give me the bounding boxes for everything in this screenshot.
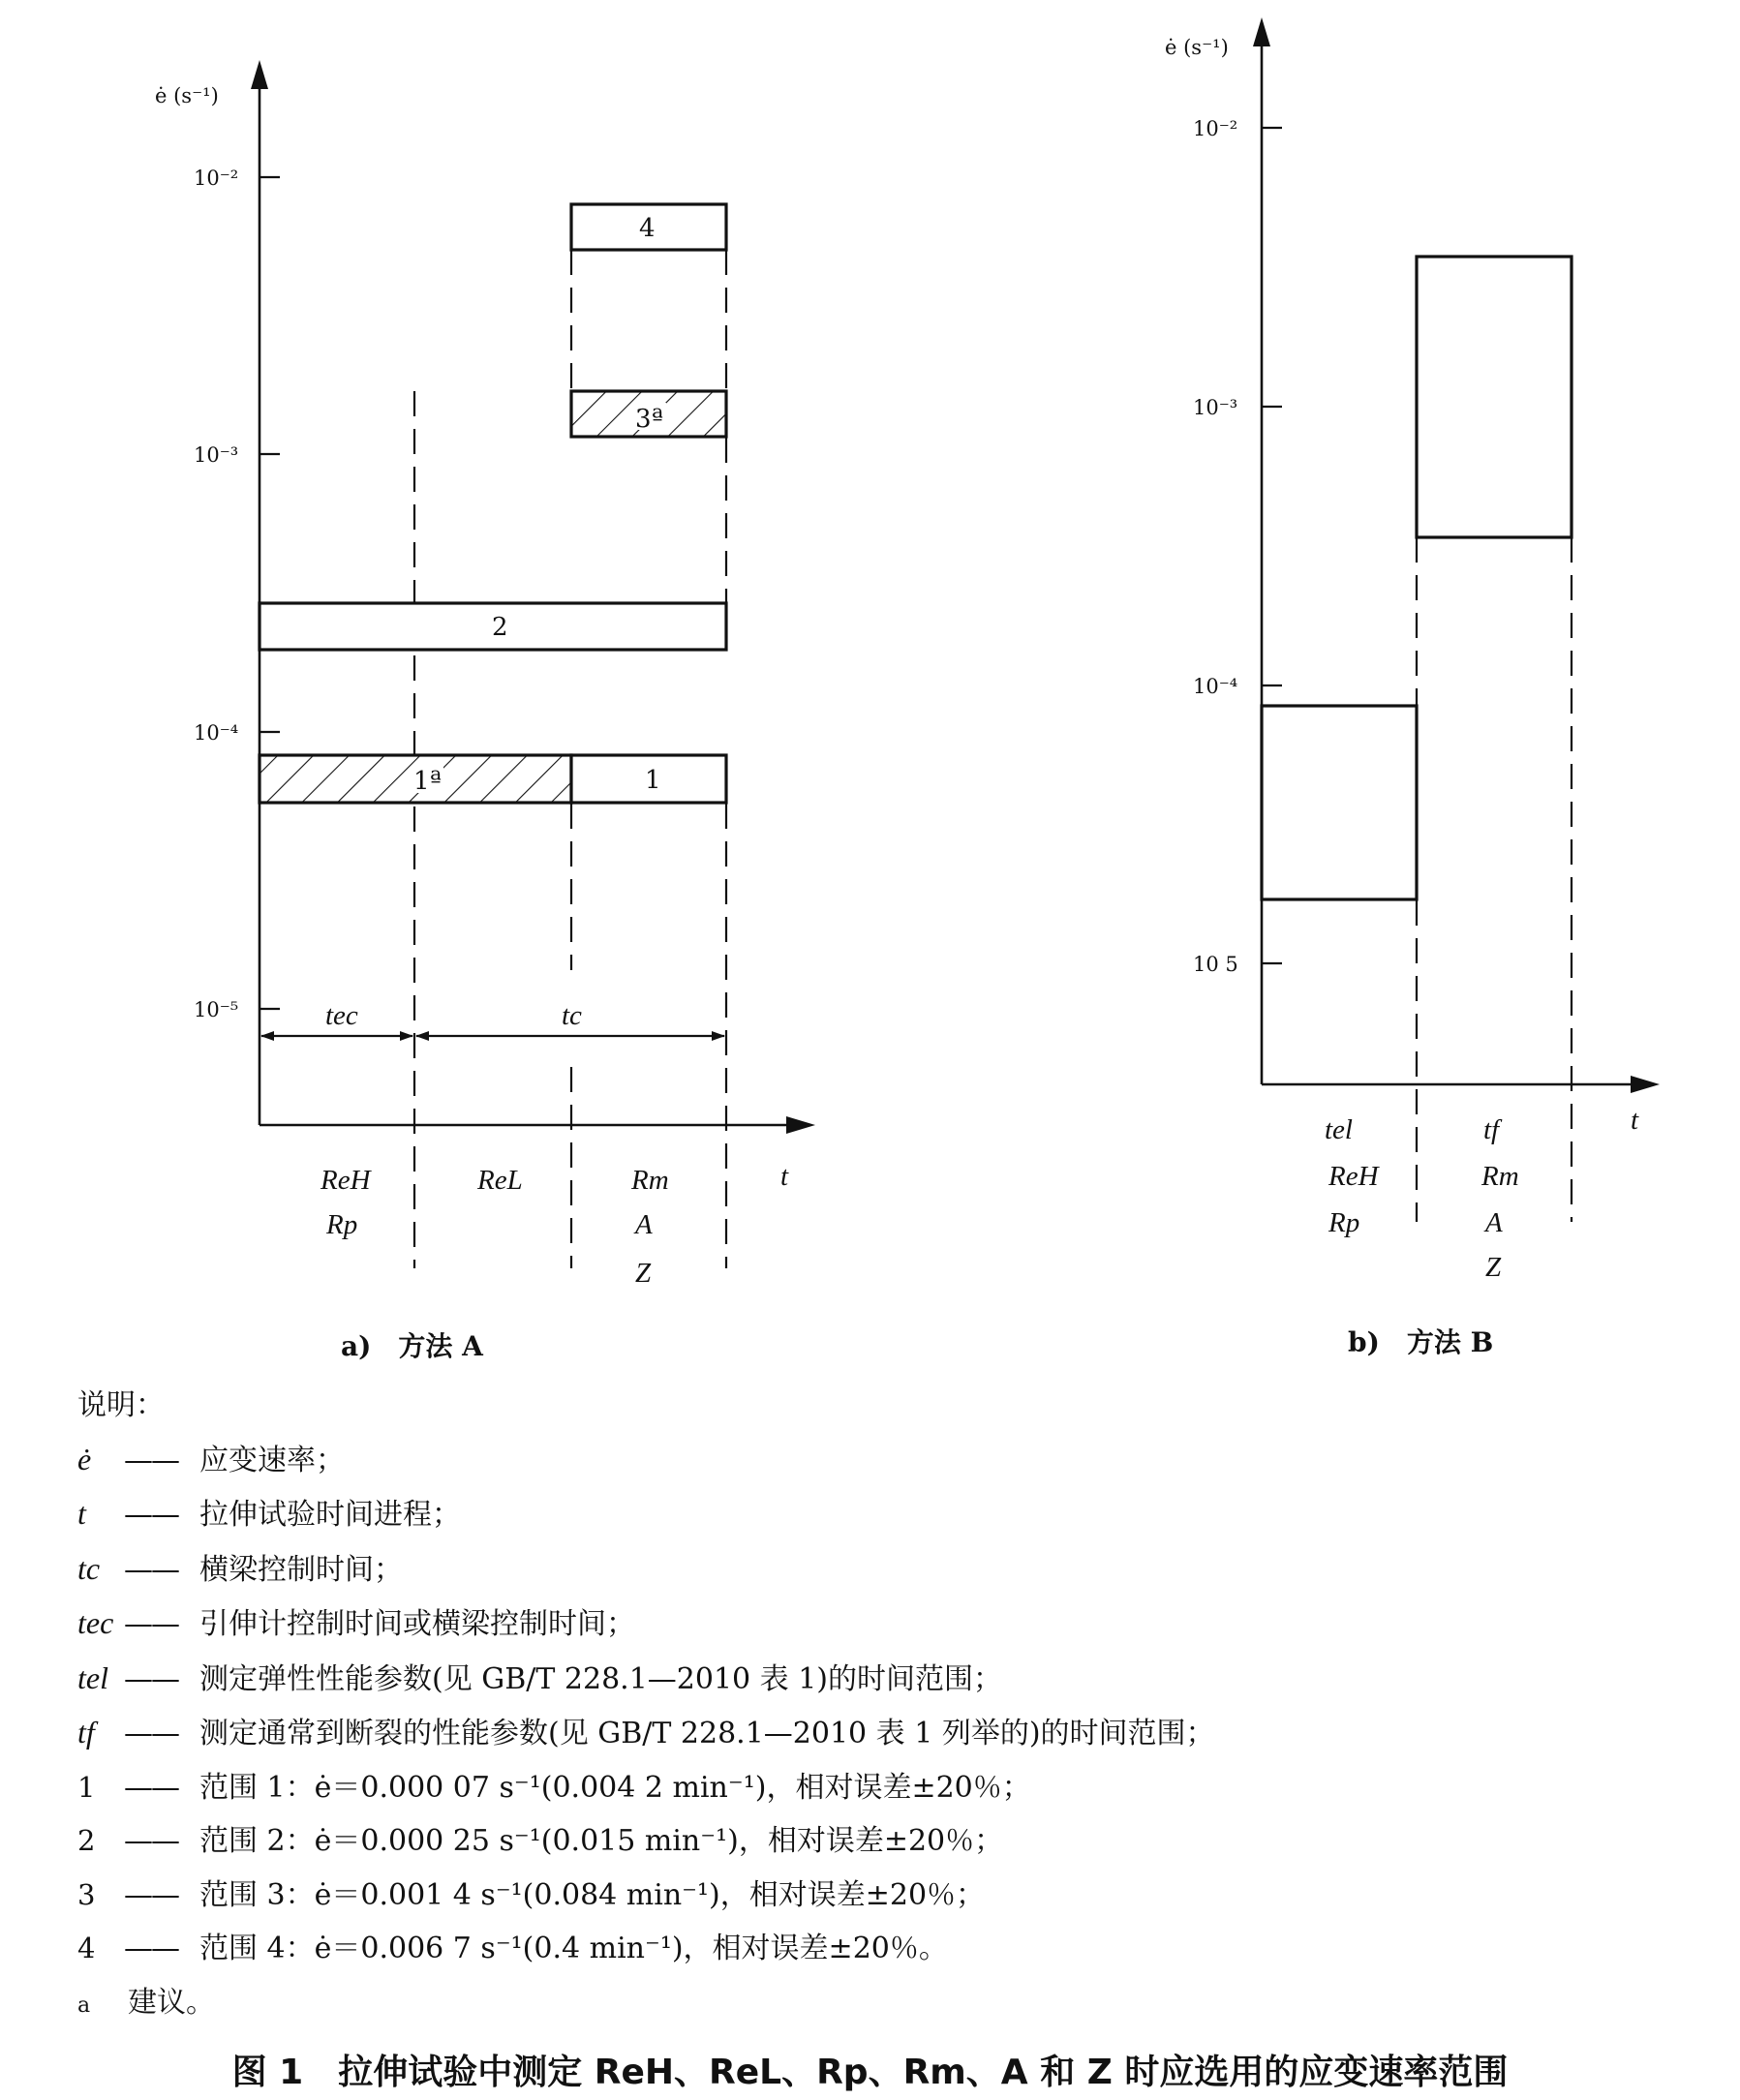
legend-text: 范围 1：ė＝0.000 07 s⁻¹(0.004 2 min⁻¹)，相对误差±20％；: [199, 1770, 1031, 1805]
legend-note-text: 建议。: [128, 1985, 215, 2020]
legend-symbol: tc: [77, 1550, 101, 1586]
legend-symbol: 1: [77, 1770, 96, 1804]
legend-item: [77, 1761, 1215, 1815]
method-b-fracture-range-box: [1417, 257, 1572, 537]
legend-item: [77, 1922, 1215, 1976]
method-a-x-axis-arrow: [786, 1116, 815, 1134]
method-a-range-1-label: 1: [645, 766, 661, 795]
method-a-col-label: ReL: [477, 1165, 523, 1196]
legend-text: 范围 3：ė＝0.001 4 s⁻¹(0.084 min⁻¹)，相对误差±20％；: [199, 1877, 986, 1912]
method-b-y-axis-label: ė (s⁻¹): [1165, 36, 1229, 59]
legend-symbol: ė: [77, 1441, 92, 1476]
method-b-col-label: Z: [1485, 1252, 1502, 1283]
method-a-tick-label: 10⁻⁴: [194, 721, 239, 745]
method-a-col-label: Z: [635, 1258, 652, 1289]
method-b-tick-label: 10⁻⁴: [1193, 675, 1238, 698]
method-a-range-1a-label: 1ª: [413, 767, 442, 796]
method-b-col-label: Rp: [1328, 1207, 1360, 1238]
legend-symbol: tel: [77, 1659, 108, 1695]
legend-text: 拉伸试验时间进程；: [199, 1498, 461, 1532]
legend-note-mark: a: [77, 1993, 91, 2018]
method-a-range-2-label: 2: [492, 613, 508, 642]
legend-text: 应变速率；: [199, 1443, 345, 1477]
legend-item: [77, 1542, 1215, 1598]
method-a-col-label: Rp: [326, 1209, 358, 1240]
legend-item: [77, 1869, 1215, 1923]
method-b-col-label: Rm: [1481, 1161, 1519, 1192]
method-a-tick-label: 10⁻³: [194, 443, 239, 467]
legend-text: 范围 4：ė＝0.006 7 s⁻¹(0.4 min⁻¹)，相对误差±20％。: [199, 1932, 948, 1965]
legend-item: [77, 1487, 1215, 1542]
method-b-elastic-range-box: [1262, 706, 1417, 899]
legend-item: [77, 1433, 1215, 1488]
method-a-y-axis-label: ė (s⁻¹): [155, 84, 219, 107]
legend-symbol: 4: [77, 1932, 96, 1964]
method-b-tick-label: 10⁻²: [1193, 117, 1238, 140]
legend-symbol: 3: [77, 1877, 96, 1911]
legend-dash: ——: [124, 1770, 178, 1805]
legend-text: 范围 2：ė＝0.000 25 s⁻¹(0.015 min⁻¹)，相对误差±20％；: [199, 1824, 1004, 1858]
method-a-tick-label: 10⁻⁵: [194, 998, 239, 1021]
legend-item: [77, 1814, 1215, 1869]
legend-item: [77, 1597, 1215, 1652]
legend-symbol: tec: [77, 1605, 114, 1640]
legend-symbol: t: [77, 1496, 86, 1531]
method-a-range-3-label: 3ª: [635, 405, 663, 434]
legend-symbol: tf: [77, 1715, 95, 1750]
legend-dash: ——: [124, 1717, 178, 1750]
legend-text: 引伸计控制时间或横梁控制时间；: [199, 1607, 635, 1641]
method-b-tick-label: 10 5: [1193, 953, 1238, 976]
legend-text: 测定通常到断裂的性能参数(见 GB/T 228.1—2010 表 1 列举的)的时间范围；: [199, 1717, 1215, 1750]
method-b-caption: b) 方法 B: [1348, 1326, 1494, 1358]
method-b-diagram: [1165, 17, 1660, 1358]
figure-caption: 图 1 拉伸试验中测定 ReH、ReL、Rp、Rm、A 和 Z 时应选用的应变速率范围: [231, 2053, 1509, 2092]
legend: [77, 1379, 1215, 2029]
method-a-col-label: Rm: [631, 1165, 669, 1196]
legend-dash: ——: [124, 1443, 178, 1477]
method-a-tec-label: tec: [325, 1000, 358, 1031]
method-a-x-axis-label: t: [780, 1161, 789, 1192]
legend-title: 说明：: [77, 1388, 165, 1422]
method-a-col-label: ReH: [321, 1165, 371, 1196]
method-b-col-label: tf: [1483, 1114, 1500, 1145]
legend-dash: ——: [124, 1498, 178, 1532]
legend-dash: ——: [124, 1877, 178, 1912]
legend-text: 横梁控制时间；: [199, 1552, 403, 1587]
method-b-col-label: ReH: [1328, 1161, 1379, 1192]
method-a-tc-label: tc: [562, 1000, 582, 1031]
method-b-y-axis-arrow: [1253, 17, 1270, 46]
legend-item: [77, 1706, 1215, 1761]
method-b-x-axis-label: t: [1631, 1105, 1639, 1136]
method-b-col-label: tel: [1325, 1114, 1353, 1145]
legend-dash: ——: [124, 1824, 178, 1858]
method-a-tick-label: 10⁻²: [194, 167, 239, 190]
method-a-y-ticks: [194, 167, 280, 1021]
method-a-y-axis-arrow: [251, 60, 268, 89]
legend-dash: ——: [124, 1607, 178, 1641]
legend-item: [77, 1652, 1215, 1707]
method-a-diagram: [155, 60, 815, 1362]
method-a-range-4-label: 4: [639, 214, 656, 243]
method-a-col-label: A: [635, 1209, 653, 1240]
method-b-tick-label: 10⁻³: [1193, 396, 1238, 419]
legend-text: 测定弹性性能参数(见 GB/T 228.1—2010 表 1)的时间范围；: [199, 1661, 1002, 1696]
legend-symbol: 2: [77, 1824, 96, 1857]
legend-dash: ——: [124, 1932, 178, 1965]
legend-note: [77, 1976, 1215, 2030]
method-b-col-label: A: [1485, 1207, 1503, 1238]
method-a-caption: a) 方法 A: [341, 1330, 483, 1362]
legend-dash: ——: [124, 1552, 178, 1587]
method-b-x-axis-arrow: [1631, 1076, 1660, 1093]
legend-dash: ——: [124, 1661, 178, 1696]
